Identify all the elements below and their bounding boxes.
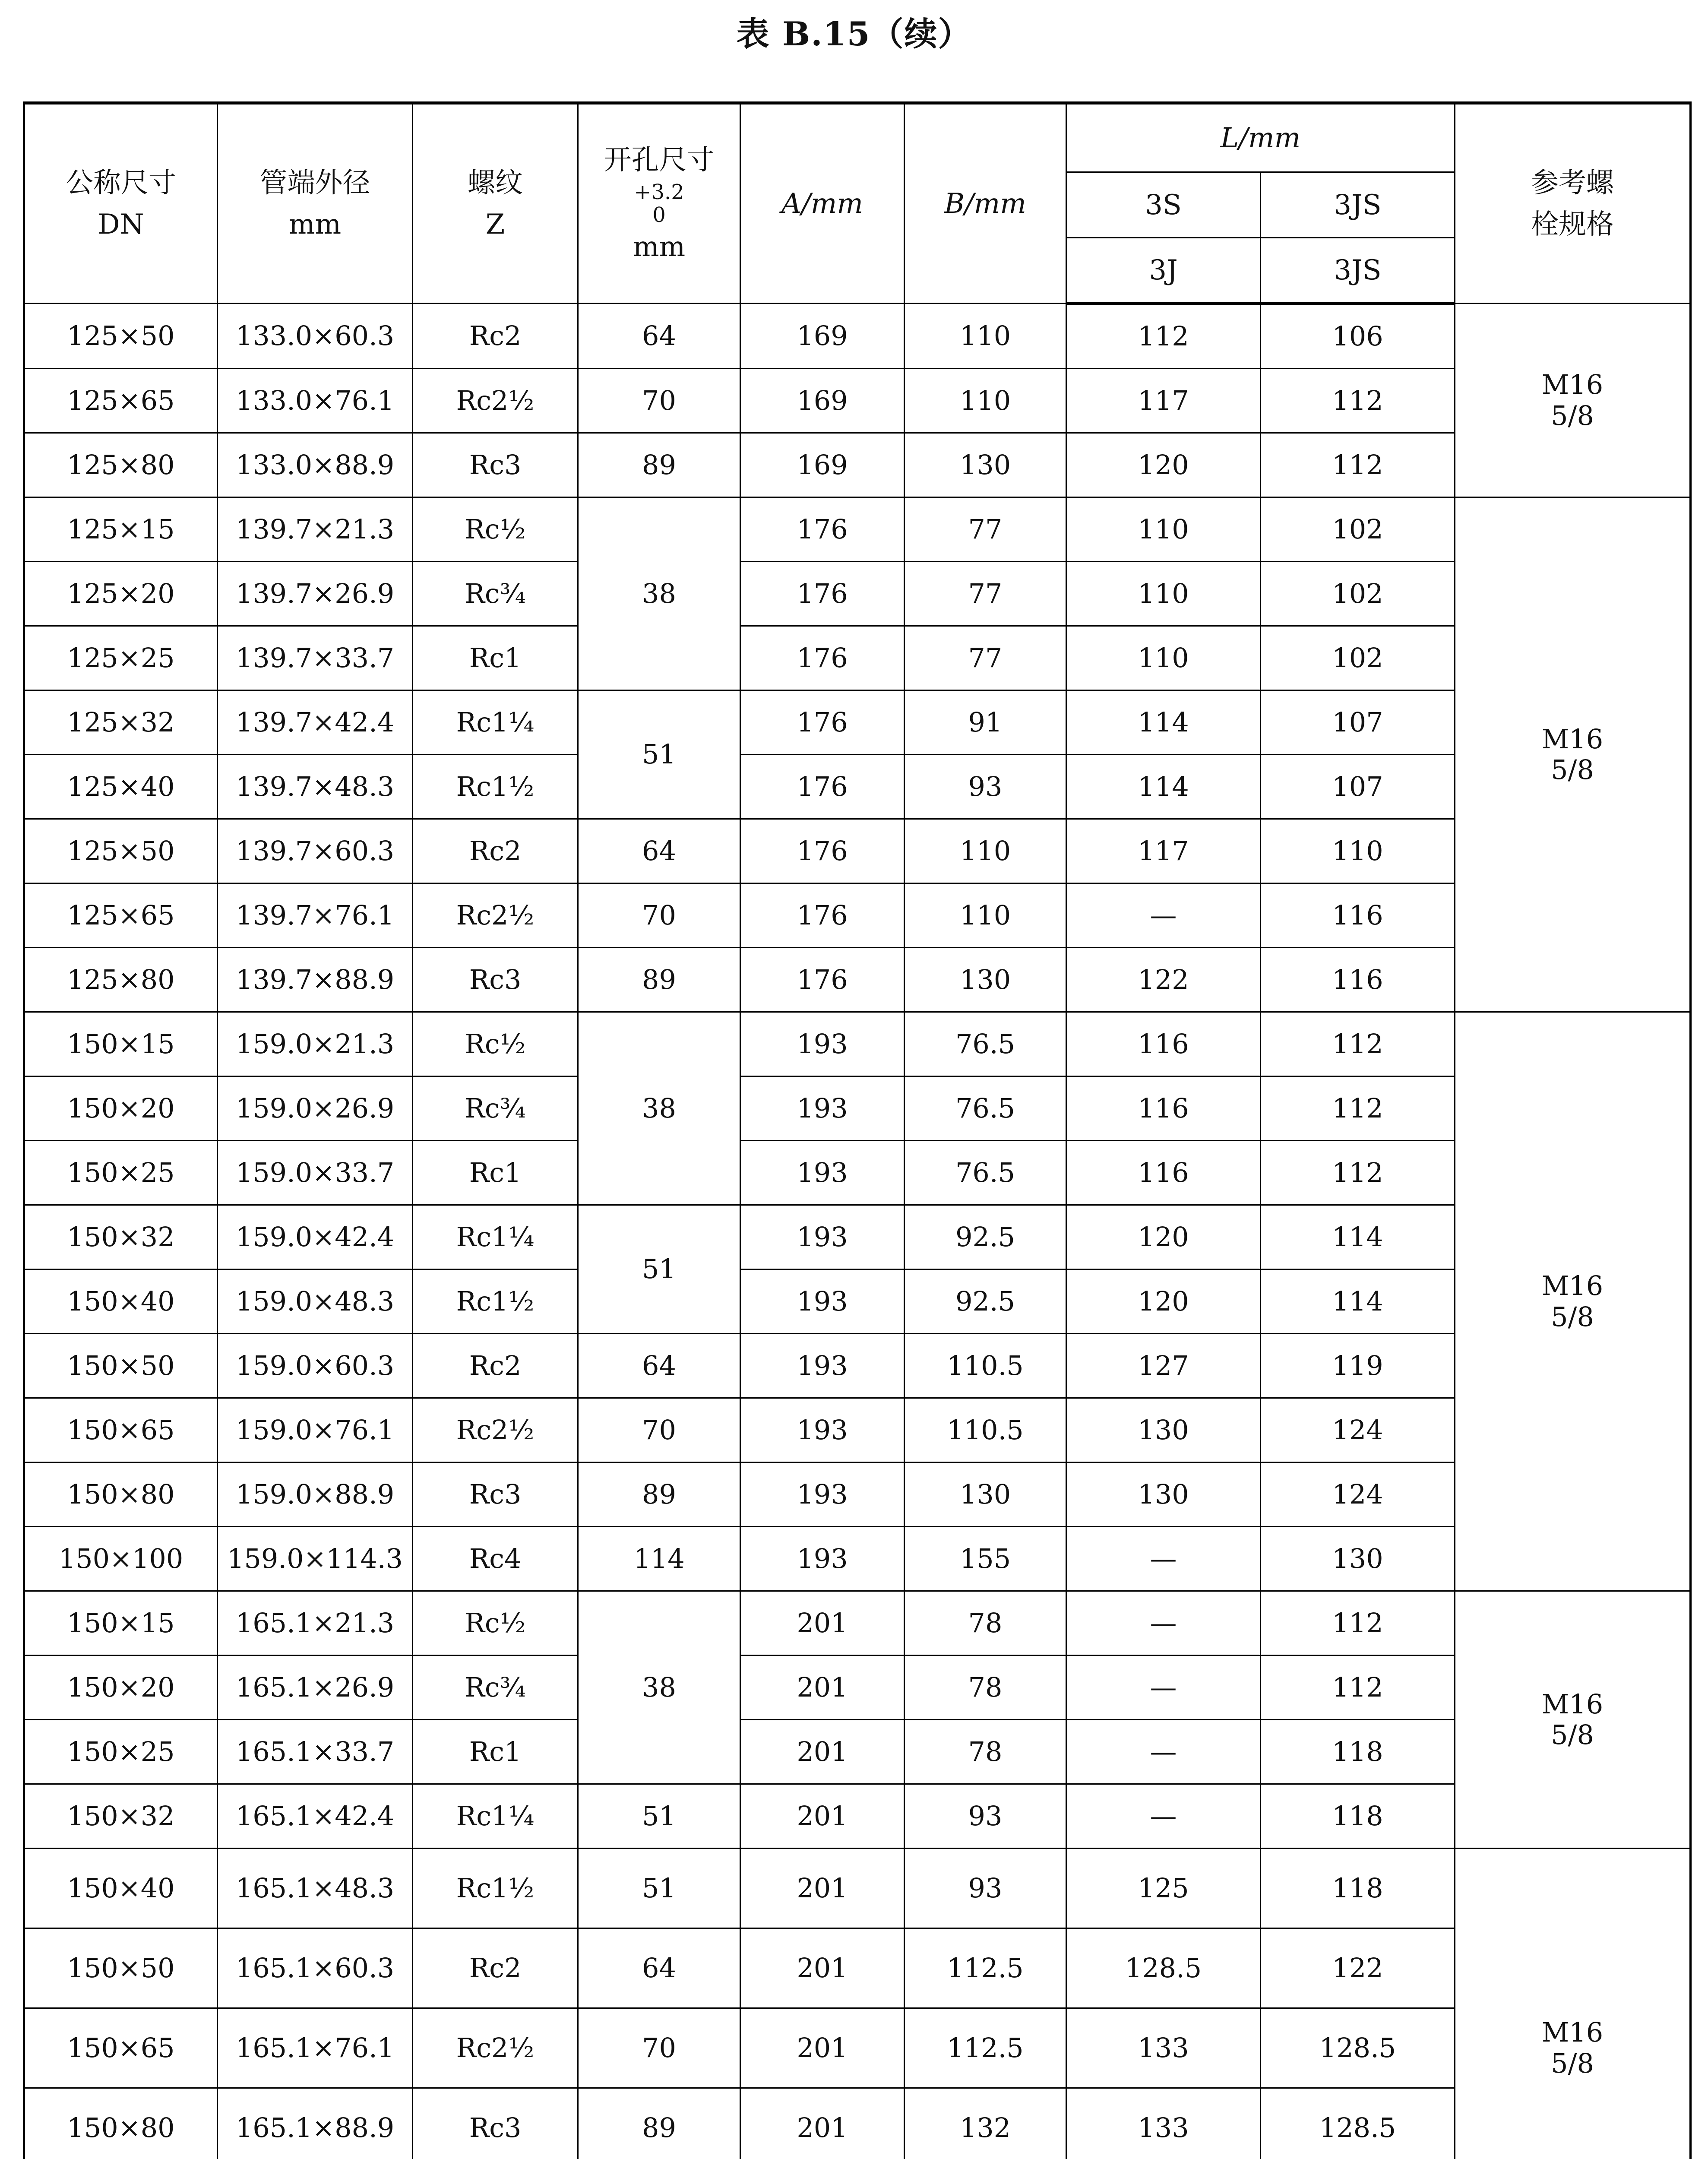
cell-l-3js: 112 (1261, 1012, 1455, 1076)
dimension-table (23, 101, 1692, 2159)
header-b: B/mm (905, 103, 1066, 304)
cell-od: 139.7×21.3 (218, 497, 413, 561)
cell-od: 159.0×42.4 (218, 1205, 413, 1269)
cell-od: 165.1×60.3 (218, 1928, 413, 2008)
cell-b: 77 (905, 626, 1066, 690)
cell-thread: Rc1½ (413, 1269, 578, 1333)
cell-od: 139.7×48.3 (218, 754, 413, 819)
cell-b: 130 (905, 1462, 1066, 1526)
cell-od: 159.0×60.3 (218, 1333, 413, 1398)
cell-l-3js: 118 (1261, 1719, 1455, 1784)
cell-od: 159.0×26.9 (218, 1076, 413, 1140)
cell-b: 78 (905, 1591, 1066, 1655)
cell-l-3js: 110 (1261, 819, 1455, 883)
cell-l-3s: 133 (1066, 2008, 1261, 2088)
cell-od: 165.1×88.9 (218, 2088, 413, 2159)
cell-thread: Rc¾ (413, 561, 578, 626)
cell-dn: 150×15 (24, 1012, 218, 1076)
header-dn: 公称尺寸 DN (24, 103, 218, 304)
cell-thread: Rc½ (413, 497, 578, 561)
cell-l-3js: 107 (1261, 754, 1455, 819)
cell-b: 132 (905, 2088, 1066, 2159)
cell-dn: 150×80 (24, 1462, 218, 1526)
cell-thread: Rc1¼ (413, 690, 578, 754)
cell-dn: 150×40 (24, 1269, 218, 1333)
cell-od: 139.7×33.7 (218, 626, 413, 690)
cell-dn: 150×32 (24, 1205, 218, 1269)
cell-dn: 125×20 (24, 561, 218, 626)
cell-od: 159.0×114.3 (218, 1526, 413, 1591)
cell-thread: Rc1½ (413, 1848, 578, 1928)
cell-l-3js: 112 (1261, 368, 1455, 433)
cell-od: 139.7×76.1 (218, 883, 413, 947)
table-row (24, 1076, 1691, 1140)
cell-a: 169 (740, 433, 905, 497)
cell-od: 159.0×48.3 (218, 1269, 413, 1333)
cell-a: 193 (740, 1333, 905, 1398)
table-row (24, 1205, 1691, 1269)
cell-b: 93 (905, 754, 1066, 819)
cell-thread: Rc2½ (413, 368, 578, 433)
cell-od: 165.1×42.4 (218, 1784, 413, 1848)
cell-l-3js: 114 (1261, 1205, 1455, 1269)
table-row (24, 1655, 1691, 1719)
cell-l-3s: 116 (1066, 1140, 1261, 1205)
table-row (24, 1333, 1691, 1398)
cell-thread: Rc1¼ (413, 1784, 578, 1848)
cell-b: 93 (905, 1784, 1066, 1848)
table-row (24, 819, 1691, 883)
cell-od: 133.0×76.1 (218, 368, 413, 433)
cell-l-3s: 112 (1066, 304, 1261, 369)
cell-a: 201 (740, 1848, 905, 1928)
cell-a: 193 (740, 1140, 905, 1205)
table-title: 表 B.15（续） (736, 15, 972, 53)
table-row (24, 1012, 1691, 1076)
cell-od: 165.1×21.3 (218, 1591, 413, 1655)
cell-hole: 89 (578, 1462, 740, 1526)
cell-l-3js: 124 (1261, 1398, 1455, 1462)
table-row (24, 690, 1691, 754)
header-l-3s: 3S (1066, 172, 1261, 238)
cell-b: 76.5 (905, 1076, 1066, 1140)
cell-l-3s: — (1066, 883, 1261, 947)
cell-hole: 38 (578, 497, 740, 690)
cell-l-3s: 110 (1066, 626, 1261, 690)
cell-b: 92.5 (905, 1269, 1066, 1333)
cell-l-3s: — (1066, 1655, 1261, 1719)
cell-bolt: M16 5/8 (1455, 1848, 1691, 2159)
cell-b: 110.5 (905, 1398, 1066, 1462)
cell-l-3s: — (1066, 1784, 1261, 1848)
cell-hole: 89 (578, 947, 740, 1012)
cell-dn: 125×50 (24, 304, 218, 369)
cell-dn: 150×65 (24, 2008, 218, 2088)
cell-od: 165.1×26.9 (218, 1655, 413, 1719)
cell-l-3js: 112 (1261, 1076, 1455, 1140)
cell-a: 201 (740, 1719, 905, 1784)
cell-a: 176 (740, 690, 905, 754)
cell-a: 176 (740, 497, 905, 561)
cell-hole: 89 (578, 2088, 740, 2159)
cell-l-3js: 102 (1261, 626, 1455, 690)
cell-a: 169 (740, 304, 905, 369)
cell-dn: 150×100 (24, 1526, 218, 1591)
header-hole-size: 开孔尺寸 +3.2 0 mm (578, 103, 740, 304)
table-row (24, 947, 1691, 1012)
cell-a: 176 (740, 947, 905, 1012)
cell-hole: 51 (578, 690, 740, 819)
table-row (24, 1928, 1691, 2008)
cell-bolt: M16 5/8 (1455, 497, 1691, 1012)
cell-l-3s: 110 (1066, 497, 1261, 561)
cell-thread: Rc3 (413, 2088, 578, 2159)
cell-thread: Rc½ (413, 1012, 578, 1076)
cell-b: 130 (905, 947, 1066, 1012)
table-row (24, 883, 1691, 947)
cell-b: 110 (905, 304, 1066, 369)
header-l-3js-top: 3JS (1261, 172, 1455, 238)
cell-thread: Rc3 (413, 1462, 578, 1526)
table-row (24, 1526, 1691, 1591)
cell-thread: Rc2½ (413, 1398, 578, 1462)
cell-dn: 125×32 (24, 690, 218, 754)
cell-b: 91 (905, 690, 1066, 754)
cell-od: 139.7×42.4 (218, 690, 413, 754)
cell-hole: 70 (578, 1398, 740, 1462)
cell-hole: 64 (578, 1928, 740, 2008)
cell-b: 130 (905, 433, 1066, 497)
cell-hole: 38 (578, 1591, 740, 1784)
cell-dn: 150×25 (24, 1140, 218, 1205)
cell-thread: Rc2½ (413, 2008, 578, 2088)
cell-b: 78 (905, 1719, 1066, 1784)
cell-dn: 150×65 (24, 1398, 218, 1462)
header-bolt: 参考螺 栓规格 (1455, 103, 1691, 304)
table-row (24, 1269, 1691, 1333)
cell-od: 159.0×76.1 (218, 1398, 413, 1462)
cell-a: 193 (740, 1076, 905, 1140)
cell-l-3js: 119 (1261, 1333, 1455, 1398)
cell-l-3js: 112 (1261, 1140, 1455, 1205)
cell-a: 176 (740, 754, 905, 819)
table-row (24, 1784, 1691, 1848)
cell-a: 176 (740, 819, 905, 883)
cell-hole: 70 (578, 368, 740, 433)
cell-l-3js: 112 (1261, 1591, 1455, 1655)
cell-dn: 125×65 (24, 883, 218, 947)
table-row (24, 433, 1691, 497)
cell-thread: Rc¾ (413, 1076, 578, 1140)
cell-dn: 125×80 (24, 947, 218, 1012)
table-row (24, 1398, 1691, 1462)
cell-l-3s: 120 (1066, 1205, 1261, 1269)
cell-l-3s: 130 (1066, 1398, 1261, 1462)
cell-l-3s: 127 (1066, 1333, 1261, 1398)
cell-l-3s: 116 (1066, 1076, 1261, 1140)
header-a: A/mm (740, 103, 905, 304)
cell-hole: 114 (578, 1526, 740, 1591)
header-l-3j: 3J (1066, 238, 1261, 304)
cell-l-3s: 117 (1066, 368, 1261, 433)
cell-thread: Rc2 (413, 1928, 578, 2008)
cell-od: 139.7×60.3 (218, 819, 413, 883)
cell-od: 165.1×48.3 (218, 1848, 413, 1928)
cell-a: 201 (740, 1928, 905, 2008)
cell-thread: Rc3 (413, 947, 578, 1012)
cell-dn: 125×15 (24, 497, 218, 561)
cell-dn: 125×40 (24, 754, 218, 819)
cell-hole: 51 (578, 1848, 740, 1928)
table-row (24, 497, 1691, 561)
cell-b: 112.5 (905, 2008, 1066, 2088)
cell-b: 110 (905, 883, 1066, 947)
cell-hole: 64 (578, 819, 740, 883)
cell-a: 169 (740, 368, 905, 433)
header-thread: 螺纹 Z (413, 103, 578, 304)
cell-l-3s: 114 (1066, 754, 1261, 819)
cell-thread: Rc¾ (413, 1655, 578, 1719)
cell-hole: 38 (578, 1012, 740, 1205)
cell-bolt: M16 5/8 (1455, 304, 1691, 497)
cell-hole: 64 (578, 304, 740, 369)
table-row (24, 754, 1691, 819)
cell-thread: Rc2 (413, 304, 578, 369)
cell-a: 201 (740, 2088, 905, 2159)
cell-a: 193 (740, 1269, 905, 1333)
cell-dn: 150×15 (24, 1591, 218, 1655)
cell-b: 112.5 (905, 1928, 1066, 2008)
table-row (24, 368, 1691, 433)
cell-bolt: M16 5/8 (1455, 1012, 1691, 1591)
cell-b: 76.5 (905, 1012, 1066, 1076)
cell-dn: 150×25 (24, 1719, 218, 1784)
cell-l-3s: 120 (1066, 433, 1261, 497)
cell-dn: 125×50 (24, 819, 218, 883)
cell-b: 76.5 (905, 1140, 1066, 1205)
cell-l-3js: 116 (1261, 947, 1455, 1012)
cell-a: 201 (740, 1784, 905, 1848)
cell-l-3s: 122 (1066, 947, 1261, 1012)
cell-dn: 125×80 (24, 433, 218, 497)
cell-hole: 70 (578, 2008, 740, 2088)
header-od: 管端外径 mm (218, 103, 413, 304)
cell-a: 201 (740, 1591, 905, 1655)
cell-l-3s: 130 (1066, 1462, 1261, 1526)
cell-dn: 150×50 (24, 1928, 218, 2008)
cell-b: 93 (905, 1848, 1066, 1928)
table-row (24, 1719, 1691, 1784)
cell-l-3s: 116 (1066, 1012, 1261, 1076)
table-row (24, 561, 1691, 626)
table-row (24, 1848, 1691, 1928)
cell-hole: 89 (578, 433, 740, 497)
cell-thread: Rc1½ (413, 754, 578, 819)
cell-a: 201 (740, 2008, 905, 2088)
cell-thread: Rc4 (413, 1526, 578, 1591)
cell-l-3s: 125 (1066, 1848, 1261, 1928)
cell-a: 193 (740, 1205, 905, 1269)
cell-l-3js: 116 (1261, 883, 1455, 947)
cell-a: 201 (740, 1655, 905, 1719)
cell-bolt: M16 5/8 (1455, 1591, 1691, 1848)
cell-l-3js: 128.5 (1261, 2008, 1455, 2088)
cell-thread: Rc2½ (413, 883, 578, 947)
cell-l-3js: 106 (1261, 304, 1455, 369)
table-row (24, 304, 1691, 369)
cell-a: 193 (740, 1462, 905, 1526)
cell-dn: 150×20 (24, 1076, 218, 1140)
cell-a: 193 (740, 1012, 905, 1076)
cell-od: 165.1×33.7 (218, 1719, 413, 1784)
cell-thread: Rc2 (413, 1333, 578, 1398)
cell-b: 110 (905, 368, 1066, 433)
header-l: L/mm (1066, 103, 1455, 172)
header-l-3js-bottom: 3JS (1261, 238, 1455, 304)
cell-l-3s: 117 (1066, 819, 1261, 883)
cell-dn: 150×20 (24, 1655, 218, 1719)
cell-od: 139.7×88.9 (218, 947, 413, 1012)
cell-l-3js: 102 (1261, 561, 1455, 626)
cell-thread: Rc1 (413, 1140, 578, 1205)
table-row (24, 626, 1691, 690)
cell-a: 176 (740, 561, 905, 626)
cell-a: 193 (740, 1398, 905, 1462)
cell-thread: Rc½ (413, 1591, 578, 1655)
cell-hole: 70 (578, 883, 740, 947)
cell-od: 159.0×33.7 (218, 1140, 413, 1205)
cell-thread: Rc1¼ (413, 1205, 578, 1269)
cell-l-3s: — (1066, 1719, 1261, 1784)
table-row (24, 2088, 1691, 2159)
cell-od: 159.0×21.3 (218, 1012, 413, 1076)
cell-dn: 150×80 (24, 2088, 218, 2159)
cell-dn: 150×40 (24, 1848, 218, 1928)
cell-b: 92.5 (905, 1205, 1066, 1269)
cell-thread: Rc1 (413, 626, 578, 690)
cell-l-3js: 128.5 (1261, 2088, 1455, 2159)
cell-l-3js: 118 (1261, 1848, 1455, 1928)
cell-l-3s: 120 (1066, 1269, 1261, 1333)
cell-hole: 51 (578, 1784, 740, 1848)
cell-b: 110 (905, 819, 1066, 883)
cell-l-3s: 110 (1066, 561, 1261, 626)
cell-dn: 150×32 (24, 1784, 218, 1848)
cell-l-3js: 112 (1261, 1655, 1455, 1719)
table-row (24, 1591, 1691, 1655)
cell-l-3s: 114 (1066, 690, 1261, 754)
cell-l-3js: 124 (1261, 1462, 1455, 1526)
cell-l-3s: — (1066, 1591, 1261, 1655)
cell-thread: Rc1 (413, 1719, 578, 1784)
cell-hole: 64 (578, 1333, 740, 1398)
cell-od: 159.0×88.9 (218, 1462, 413, 1526)
cell-od: 133.0×60.3 (218, 304, 413, 369)
cell-l-3s: 128.5 (1066, 1928, 1261, 2008)
cell-l-3s: — (1066, 1526, 1261, 1591)
cell-b: 78 (905, 1655, 1066, 1719)
cell-l-3js: 122 (1261, 1928, 1455, 2008)
cell-b: 110.5 (905, 1333, 1066, 1398)
cell-od: 165.1×76.1 (218, 2008, 413, 2088)
table-row (24, 1462, 1691, 1526)
table-row (24, 2008, 1691, 2088)
cell-od: 139.7×26.9 (218, 561, 413, 626)
cell-l-3js: 112 (1261, 433, 1455, 497)
cell-thread: Rc3 (413, 433, 578, 497)
table-row (24, 1140, 1691, 1205)
cell-l-3js: 102 (1261, 497, 1455, 561)
cell-l-3js: 114 (1261, 1269, 1455, 1333)
cell-a: 193 (740, 1526, 905, 1591)
cell-l-3js: 107 (1261, 690, 1455, 754)
cell-b: 155 (905, 1526, 1066, 1591)
cell-l-3s: 133 (1066, 2088, 1261, 2159)
cell-dn: 125×25 (24, 626, 218, 690)
cell-a: 176 (740, 883, 905, 947)
cell-od: 133.0×88.9 (218, 433, 413, 497)
cell-l-3js: 118 (1261, 1784, 1455, 1848)
cell-dn: 125×65 (24, 368, 218, 433)
cell-b: 77 (905, 497, 1066, 561)
cell-l-3js: 130 (1261, 1526, 1455, 1591)
cell-dn: 150×50 (24, 1333, 218, 1398)
cell-b: 77 (905, 561, 1066, 626)
cell-hole: 51 (578, 1205, 740, 1333)
cell-a: 176 (740, 626, 905, 690)
cell-thread: Rc2 (413, 819, 578, 883)
